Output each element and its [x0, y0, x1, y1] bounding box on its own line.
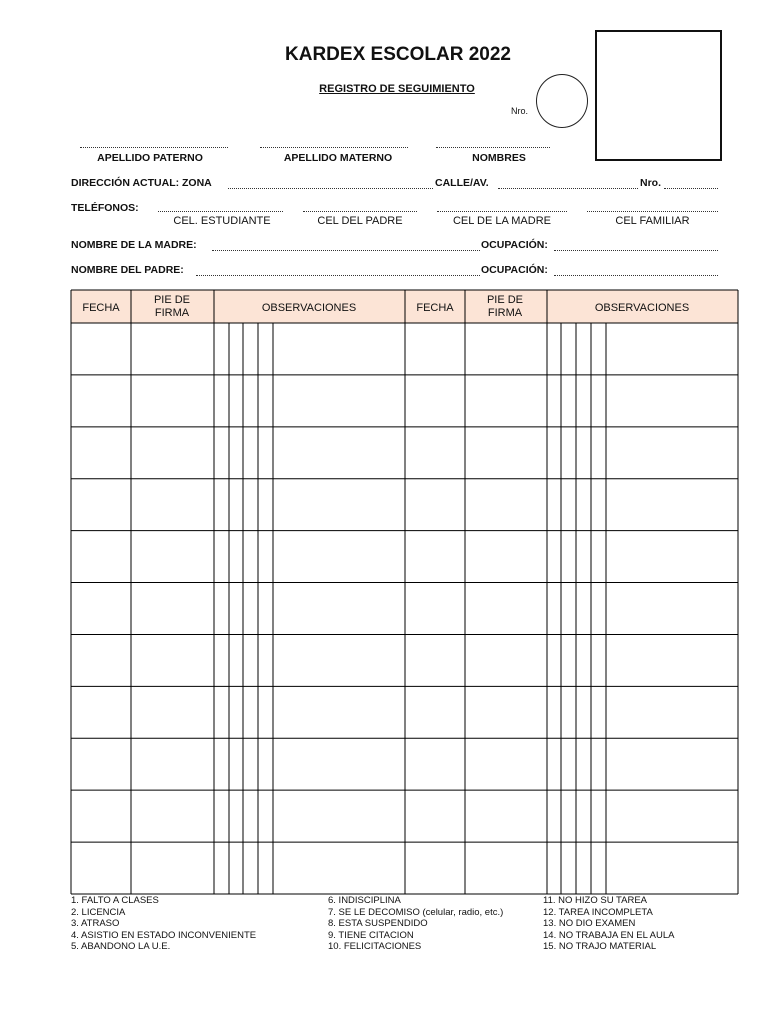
cel-familiar-label: CEL FAMILIAR: [615, 215, 690, 227]
legend-col-1: [71, 895, 256, 953]
page-title: KARDEX ESCOLAR 2022: [285, 44, 511, 65]
header-pie-left-2: FIRMA: [154, 307, 190, 319]
legend-item: 8. ESTA SUSPENDIDO: [328, 918, 428, 930]
calle-label: CALLE/AV.: [435, 177, 489, 189]
cel-madre-label: CEL DE LA MADRE: [452, 215, 551, 227]
header-observaciones-left: OBSERVACIONES: [261, 302, 357, 314]
nombres-label: NOMBRES: [472, 152, 526, 164]
nro-label: Nro.: [511, 106, 529, 116]
legend-item: 15. NO TRAJO MATERIAL: [543, 941, 657, 953]
legend-item: 14. NO TRABAJA EN EL AULA: [543, 929, 675, 941]
ocupacion-padre-label: OCUPACIÓN:: [481, 264, 548, 276]
header-pie-right-1: PIE DE: [486, 294, 524, 306]
telefonos-label: TELÉFONOS:: [71, 202, 139, 214]
header-pie-left-1: PIE DE: [153, 294, 191, 306]
nro-address-label: Nro.: [640, 177, 661, 189]
ocupacion-madre-label: OCUPACIÓN:: [481, 239, 548, 251]
legend-item: 1. FALTO A CLASES: [71, 895, 159, 906]
legend-item: 10. FELICITACIONES: [328, 941, 422, 953]
legend-item: 2. LICENCIA: [71, 906, 126, 918]
legend-col-3: [543, 895, 674, 953]
legend-item: 12. TAREA INCOMPLETA: [543, 906, 653, 918]
header-fecha-left: FECHA: [82, 302, 120, 314]
nombre-padre-label: NOMBRE DEL PADRE:: [71, 264, 184, 276]
cel-estudiante-label: CEL. ESTUDIANTE: [173, 215, 271, 227]
page-subtitle: REGISTRO DE SEGUIMIENTO: [319, 83, 475, 95]
header-observaciones-right: OBSERVACIONES: [594, 302, 690, 314]
apellido-materno-label: APELLIDO MATERNO: [283, 152, 393, 164]
legend-item: 7. SE LE DECOMISO (celular, radio, etc.): [328, 906, 504, 918]
header-pie-right-2: FIRMA: [487, 307, 523, 319]
legend-item: 5. ABANDONO LA U.E.: [71, 941, 171, 953]
legend-item: 11. NO HIZO SU TAREA: [543, 895, 647, 906]
legend-item: 13. NO DIO EXAMEN: [543, 918, 636, 930]
direccion-label: DIRECCIÓN ACTUAL: ZONA: [71, 177, 212, 189]
legend-item: 6. INDISCIPLINA: [328, 895, 401, 906]
legend-item: 3. ATRASO: [71, 918, 120, 930]
legend-item: 4. ASISTIO EN ESTADO INCONVENIENTE: [71, 929, 257, 941]
legend-item: 9. TIENE CITACION: [328, 929, 414, 941]
header-fecha-right: FECHA: [416, 302, 454, 314]
cel-padre-label: CEL DEL PADRE: [317, 215, 403, 227]
apellido-paterno-label: APELLIDO PATERNO: [97, 152, 203, 164]
nombre-madre-label: NOMBRE DE LA MADRE:: [71, 239, 197, 251]
legend-col-2: [328, 895, 503, 953]
